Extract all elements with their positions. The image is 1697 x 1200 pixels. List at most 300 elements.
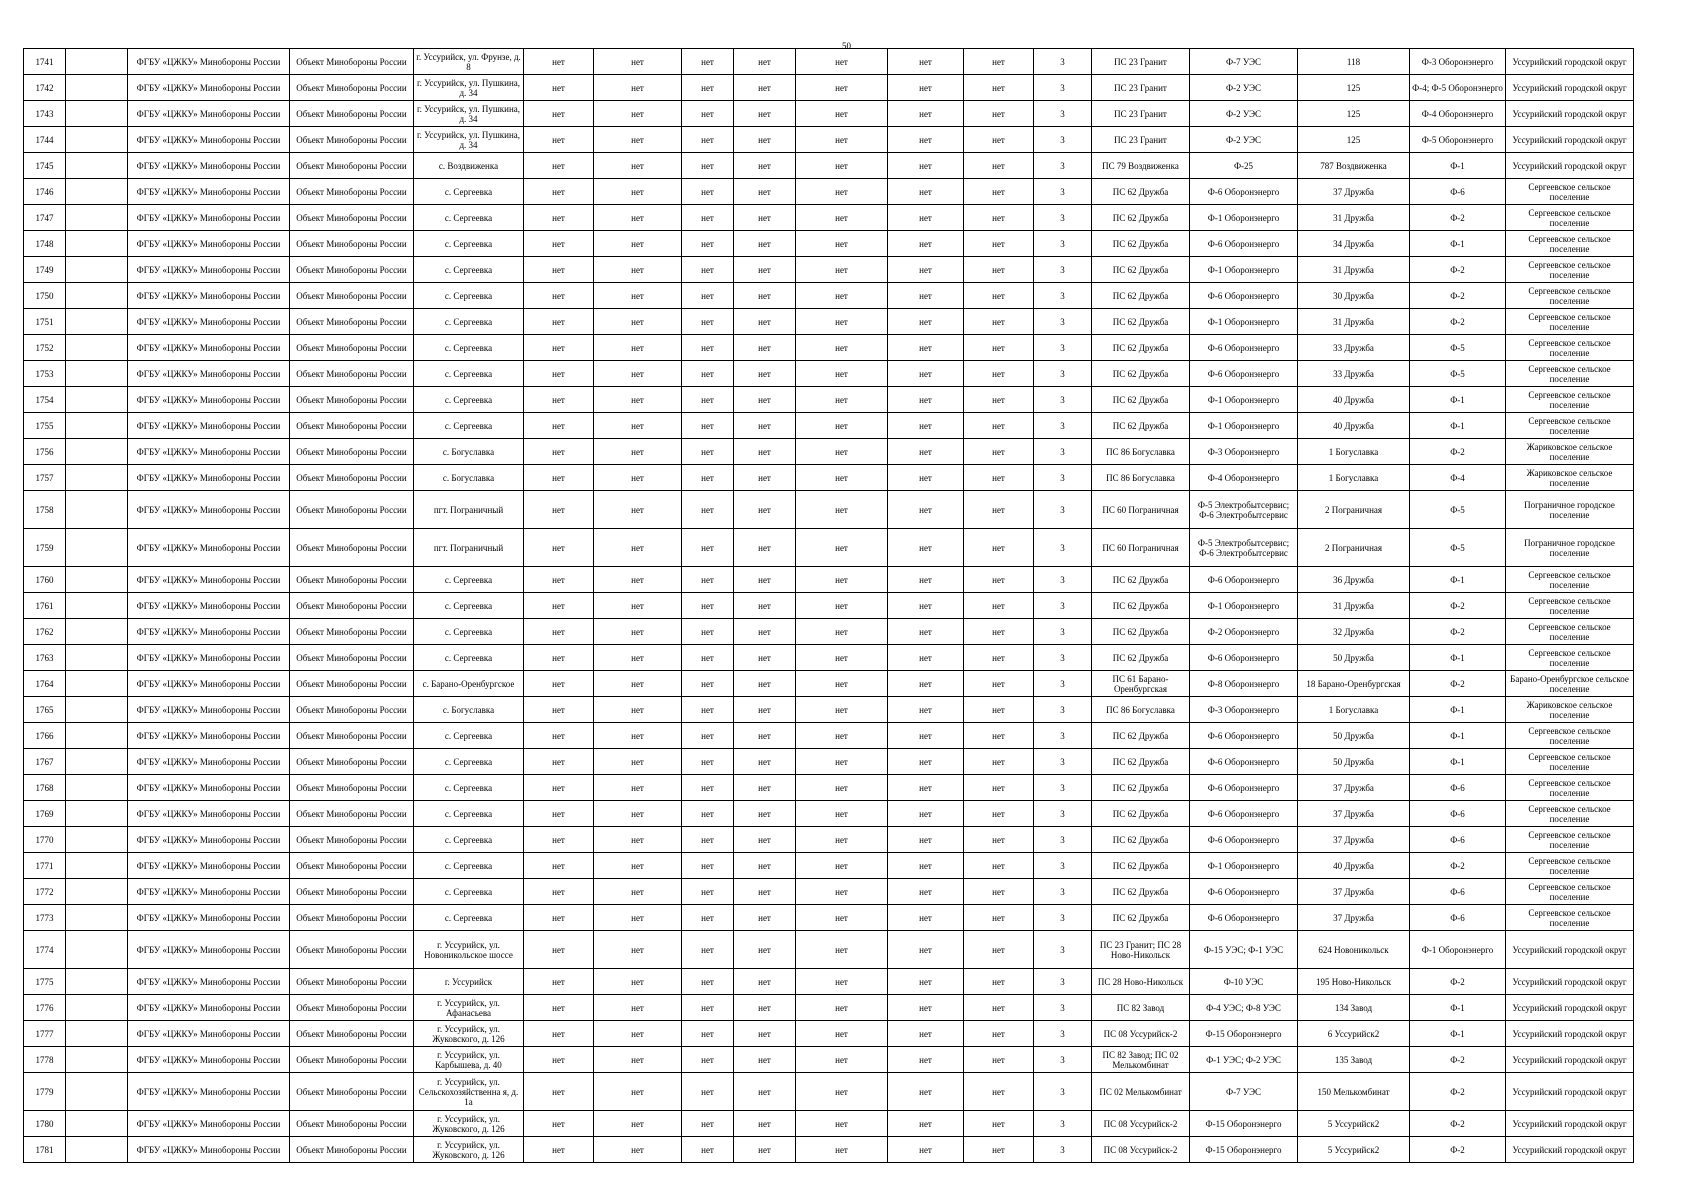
value-cell: нет (888, 1047, 964, 1073)
value-cell: нет (524, 439, 594, 465)
transformer-cell: 125 (1298, 75, 1410, 101)
feeder-04-cell: Ф-6 (1410, 775, 1506, 801)
address-cell: с. Сергеевка (414, 645, 524, 671)
transformer-cell: 195 Ново-Никольск (1298, 969, 1410, 995)
municipality-cell: Сергеевское сельское поселение (1506, 387, 1634, 413)
value-cell: нет (682, 775, 734, 801)
feeder-04-cell: Ф-2 (1410, 1047, 1506, 1073)
value-cell: нет (888, 413, 964, 439)
value-cell: нет (524, 179, 594, 205)
value-cell: нет (888, 101, 964, 127)
address-cell: с. Сергеевка (414, 205, 524, 231)
feeder-cell: Ф-5 Электробытсервис; Ф-6 Электробытсервис (1190, 529, 1298, 567)
address-cell: с. Барано-Оренбургское (414, 671, 524, 697)
value-cell: нет (524, 153, 594, 179)
value-cell: нет (524, 749, 594, 775)
table-row (24, 1021, 1634, 1047)
table-row (24, 593, 1634, 619)
value-cell: нет (964, 827, 1034, 853)
value-cell: нет (734, 257, 796, 283)
value-cell: нет (796, 723, 888, 749)
feeder-04-cell: Ф-4 Оборонэнерго (1410, 101, 1506, 127)
value-cell: нет (682, 1047, 734, 1073)
feeder-cell: Ф-1 Оборонэнерго (1190, 309, 1298, 335)
value-cell: нет (796, 827, 888, 853)
row-number: 1766 (24, 723, 66, 749)
transformer-cell: 5 Уссурийск2 (1298, 1111, 1410, 1137)
transformer-cell: 33 Дружба (1298, 361, 1410, 387)
value-cell: нет (964, 231, 1034, 257)
transformer-cell: 40 Дружба (1298, 387, 1410, 413)
value-cell: нет (734, 723, 796, 749)
value-cell: нет (734, 801, 796, 827)
feeder-04-cell: Ф-1 (1410, 387, 1506, 413)
value-cell: нет (796, 387, 888, 413)
feeder-cell: Ф-1 УЭС; Ф-2 УЭС (1190, 1047, 1298, 1073)
row-number: 1742 (24, 75, 66, 101)
row-number: 1748 (24, 231, 66, 257)
substation-cell: ПС 62 Дружба (1092, 827, 1190, 853)
feeder-cell: Ф-5 Электробытсервис; Ф-6 Электробытсервис (1190, 491, 1298, 529)
value-cell: нет (964, 1137, 1034, 1163)
empty-cell (66, 593, 128, 619)
category-cell: 3 (1034, 619, 1092, 645)
municipality-cell: Сергеевское сельское поселение (1506, 749, 1634, 775)
transformer-cell: 787 Воздвиженка (1298, 153, 1410, 179)
feeder-04-cell: Ф-5 Оборонэнерго (1410, 127, 1506, 153)
object-cell: Объект Минобороны России (290, 309, 414, 335)
table-row (24, 1111, 1634, 1137)
value-cell: нет (964, 723, 1034, 749)
substation-cell: ПС 62 Дружба (1092, 231, 1190, 257)
address-cell: с. Сергеевка (414, 387, 524, 413)
value-cell: нет (524, 969, 594, 995)
empty-cell (66, 1073, 128, 1111)
value-cell: нет (964, 49, 1034, 75)
value-cell: нет (964, 671, 1034, 697)
category-cell: 3 (1034, 205, 1092, 231)
value-cell: нет (964, 775, 1034, 801)
value-cell: нет (888, 645, 964, 671)
value-cell: нет (964, 853, 1034, 879)
value-cell: нет (524, 283, 594, 309)
organization-cell: ФГБУ «ЦЖКУ» Минобороны России (128, 205, 290, 231)
feeder-04-cell: Ф-1 Оборонэнерго (1410, 931, 1506, 969)
value-cell: нет (524, 205, 594, 231)
transformer-cell: 37 Дружба (1298, 905, 1410, 931)
row-number: 1745 (24, 153, 66, 179)
row-number: 1768 (24, 775, 66, 801)
address-cell: с. Богуславка (414, 697, 524, 723)
row-number: 1758 (24, 491, 66, 529)
category-cell: 3 (1034, 801, 1092, 827)
value-cell: нет (964, 1111, 1034, 1137)
feeder-cell: Ф-25 (1190, 153, 1298, 179)
address-cell: с. Сергеевка (414, 619, 524, 645)
value-cell: нет (796, 361, 888, 387)
empty-cell (66, 529, 128, 567)
value-cell: нет (734, 529, 796, 567)
row-number: 1773 (24, 905, 66, 931)
feeder-04-cell: Ф-2 (1410, 593, 1506, 619)
address-cell: г. Уссурийск, ул. Пушкина, д. 34 (414, 75, 524, 101)
transformer-cell: 118 (1298, 49, 1410, 75)
value-cell: нет (964, 413, 1034, 439)
municipality-cell: Жариковское сельское поселение (1506, 697, 1634, 723)
row-number: 1765 (24, 697, 66, 723)
row-number: 1767 (24, 749, 66, 775)
substation-cell: ПС 62 Дружба (1092, 801, 1190, 827)
feeder-cell: Ф-15 Оборонэнерго (1190, 1021, 1298, 1047)
substation-cell: ПС 23 Гранит (1092, 127, 1190, 153)
substation-cell: ПС 62 Дружба (1092, 283, 1190, 309)
feeder-cell: Ф-6 Оборонэнерго (1190, 283, 1298, 309)
feeder-cell: Ф-2 УЭС (1190, 75, 1298, 101)
empty-cell (66, 309, 128, 335)
municipality-cell: Жариковское сельское поселение (1506, 465, 1634, 491)
value-cell: нет (734, 465, 796, 491)
empty-cell (66, 879, 128, 905)
table-row (24, 995, 1634, 1021)
value-cell: нет (888, 387, 964, 413)
value-cell: нет (682, 995, 734, 1021)
value-cell: нет (682, 439, 734, 465)
municipality-cell: Сергеевское сельское поселение (1506, 309, 1634, 335)
value-cell: нет (594, 827, 682, 853)
empty-cell (66, 387, 128, 413)
value-cell: нет (964, 491, 1034, 529)
organization-cell: ФГБУ «ЦЖКУ» Минобороны России (128, 723, 290, 749)
value-cell: нет (524, 995, 594, 1021)
organization-cell: ФГБУ «ЦЖКУ» Минобороны России (128, 801, 290, 827)
category-cell: 3 (1034, 283, 1092, 309)
substation-cell: ПС 62 Дружба (1092, 413, 1190, 439)
transformer-cell: 37 Дружба (1298, 775, 1410, 801)
substation-cell: ПС 62 Дружба (1092, 619, 1190, 645)
value-cell: нет (594, 387, 682, 413)
empty-cell (66, 995, 128, 1021)
municipality-cell: Сергеевское сельское поселение (1506, 775, 1634, 801)
value-cell: нет (734, 827, 796, 853)
value-cell: нет (734, 905, 796, 931)
registry-body (24, 49, 1634, 1163)
empty-cell (66, 931, 128, 969)
table-row (24, 205, 1634, 231)
organization-cell: ФГБУ «ЦЖКУ» Минобороны России (128, 75, 290, 101)
value-cell: нет (888, 567, 964, 593)
value-cell: нет (594, 361, 682, 387)
value-cell: нет (888, 931, 964, 969)
category-cell: 3 (1034, 567, 1092, 593)
feeder-cell: Ф-1 Оборонэнерго (1190, 257, 1298, 283)
transformer-cell: 37 Дружба (1298, 801, 1410, 827)
value-cell: нет (594, 127, 682, 153)
municipality-cell: Сергеевское сельское поселение (1506, 257, 1634, 283)
feeder-cell: Ф-1 Оборонэнерго (1190, 853, 1298, 879)
value-cell: нет (734, 1073, 796, 1111)
municipality-cell: Сергеевское сельское поселение (1506, 413, 1634, 439)
value-cell: нет (682, 645, 734, 671)
address-cell: с. Богуславка (414, 439, 524, 465)
value-cell: нет (734, 969, 796, 995)
category-cell: 3 (1034, 413, 1092, 439)
value-cell: нет (682, 335, 734, 361)
table-row (24, 491, 1634, 529)
feeder-04-cell: Ф-1 (1410, 413, 1506, 439)
category-cell: 3 (1034, 335, 1092, 361)
category-cell: 3 (1034, 697, 1092, 723)
object-cell: Объект Минобороны России (290, 619, 414, 645)
value-cell: нет (734, 619, 796, 645)
row-number: 1774 (24, 931, 66, 969)
empty-cell (66, 619, 128, 645)
substation-cell: ПС 62 Дружба (1092, 361, 1190, 387)
municipality-cell: Уссурийский городской округ (1506, 101, 1634, 127)
table-row (24, 671, 1634, 697)
value-cell: нет (524, 231, 594, 257)
municipality-cell: Уссурийский городской округ (1506, 127, 1634, 153)
substation-cell: ПС 62 Дружба (1092, 257, 1190, 283)
substation-cell: ПС 86 Богуславка (1092, 697, 1190, 723)
substation-cell: ПС 23 Гранит (1092, 75, 1190, 101)
value-cell: нет (964, 749, 1034, 775)
transformer-cell: 37 Дружба (1298, 179, 1410, 205)
value-cell: нет (594, 853, 682, 879)
value-cell: нет (524, 49, 594, 75)
transformer-cell: 1 Богуславка (1298, 465, 1410, 491)
value-cell: нет (888, 671, 964, 697)
object-cell: Объект Минобороны России (290, 413, 414, 439)
feeder-04-cell: Ф-5 (1410, 491, 1506, 529)
row-number: 1750 (24, 283, 66, 309)
empty-cell (66, 671, 128, 697)
organization-cell: ФГБУ «ЦЖКУ» Минобороны России (128, 491, 290, 529)
transformer-cell: 6 Уссурийск2 (1298, 1021, 1410, 1047)
transformer-cell: 40 Дружба (1298, 413, 1410, 439)
value-cell: нет (594, 101, 682, 127)
empty-cell (66, 1111, 128, 1137)
substation-cell: ПС 86 Богуславка (1092, 465, 1190, 491)
feeder-04-cell: Ф-2 (1410, 439, 1506, 465)
feeder-04-cell: Ф-6 (1410, 827, 1506, 853)
substation-cell: ПС 08 Уссурийск-2 (1092, 1137, 1190, 1163)
object-cell: Объект Минобороны России (290, 567, 414, 593)
feeder-04-cell: Ф-1 (1410, 749, 1506, 775)
value-cell: нет (888, 257, 964, 283)
value-cell: нет (796, 905, 888, 931)
table-row (24, 439, 1634, 465)
municipality-cell: Сергеевское сельское поселение (1506, 179, 1634, 205)
substation-cell: ПС 62 Дружба (1092, 567, 1190, 593)
value-cell: нет (888, 335, 964, 361)
value-cell: нет (524, 723, 594, 749)
category-cell: 3 (1034, 1021, 1092, 1047)
transformer-cell: 32 Дружба (1298, 619, 1410, 645)
organization-cell: ФГБУ «ЦЖКУ» Минобороны России (128, 179, 290, 205)
organization-cell: ФГБУ «ЦЖКУ» Минобороны России (128, 1137, 290, 1163)
value-cell: нет (594, 1073, 682, 1111)
category-cell: 3 (1034, 969, 1092, 995)
object-cell: Объект Минобороны России (290, 905, 414, 931)
transformer-cell: 37 Дружба (1298, 879, 1410, 905)
substation-cell: ПС 62 Дружба (1092, 879, 1190, 905)
row-number: 1754 (24, 387, 66, 413)
row-number: 1776 (24, 995, 66, 1021)
value-cell: нет (964, 879, 1034, 905)
value-cell: нет (682, 231, 734, 257)
empty-cell (66, 439, 128, 465)
object-cell: Объект Минобороны России (290, 335, 414, 361)
address-cell: пгт. Пограничный (414, 529, 524, 567)
row-number: 1755 (24, 413, 66, 439)
empty-cell (66, 335, 128, 361)
value-cell: нет (964, 697, 1034, 723)
category-cell: 3 (1034, 995, 1092, 1021)
row-number: 1746 (24, 179, 66, 205)
row-number: 1741 (24, 49, 66, 75)
feeder-04-cell: Ф-2 (1410, 619, 1506, 645)
address-cell: г. Уссурийск, ул. Пушкина, д. 34 (414, 101, 524, 127)
address-cell: с. Сергеевка (414, 257, 524, 283)
municipality-cell: Сергеевское сельское поселение (1506, 231, 1634, 257)
feeder-04-cell: Ф-2 (1410, 283, 1506, 309)
feeder-cell: Ф-6 Оборонэнерго (1190, 905, 1298, 931)
address-cell: г. Уссурийск, ул. Фрунзе, д. 8 (414, 49, 524, 75)
value-cell: нет (964, 995, 1034, 1021)
substation-cell: ПС 62 Дружба (1092, 723, 1190, 749)
organization-cell: ФГБУ «ЦЖКУ» Минобороны России (128, 413, 290, 439)
value-cell: нет (964, 905, 1034, 931)
value-cell: нет (524, 387, 594, 413)
value-cell: нет (594, 491, 682, 529)
municipality-cell: Сергеевское сельское поселение (1506, 853, 1634, 879)
substation-cell: ПС 23 Гранит (1092, 49, 1190, 75)
value-cell: нет (964, 387, 1034, 413)
municipality-cell: Сергеевское сельское поселение (1506, 283, 1634, 309)
value-cell: нет (964, 439, 1034, 465)
value-cell: нет (594, 931, 682, 969)
table-row (24, 931, 1634, 969)
feeder-04-cell: Ф-1 (1410, 1021, 1506, 1047)
value-cell: нет (524, 567, 594, 593)
row-number: 1753 (24, 361, 66, 387)
transformer-cell: 36 Дружба (1298, 567, 1410, 593)
feeder-04-cell: Ф-1 (1410, 231, 1506, 257)
value-cell: нет (888, 283, 964, 309)
category-cell: 3 (1034, 1137, 1092, 1163)
table-row (24, 465, 1634, 491)
table-row (24, 309, 1634, 335)
address-cell: с. Сергеевка (414, 853, 524, 879)
value-cell: нет (734, 775, 796, 801)
row-number: 1780 (24, 1111, 66, 1137)
feeder-04-cell: Ф-2 (1410, 257, 1506, 283)
empty-cell (66, 827, 128, 853)
value-cell: нет (524, 879, 594, 905)
organization-cell: ФГБУ «ЦЖКУ» Минобороны России (128, 905, 290, 931)
feeder-cell: Ф-6 Оборонэнерго (1190, 179, 1298, 205)
table-row (24, 969, 1634, 995)
value-cell: нет (682, 853, 734, 879)
value-cell: нет (796, 775, 888, 801)
object-cell: Объект Минобороны России (290, 465, 414, 491)
table-row (24, 879, 1634, 905)
value-cell: нет (682, 283, 734, 309)
category-cell: 3 (1034, 931, 1092, 969)
value-cell: нет (682, 801, 734, 827)
value-cell: нет (682, 1137, 734, 1163)
object-cell: Объект Минобороны России (290, 931, 414, 969)
row-number: 1764 (24, 671, 66, 697)
municipality-cell: Сергеевское сельское поселение (1506, 335, 1634, 361)
row-number: 1749 (24, 257, 66, 283)
value-cell: нет (524, 905, 594, 931)
feeder-cell: Ф-3 Оборонэнерго (1190, 439, 1298, 465)
category-cell: 3 (1034, 749, 1092, 775)
value-cell: нет (888, 153, 964, 179)
empty-cell (66, 231, 128, 257)
value-cell: нет (594, 671, 682, 697)
municipality-cell: Уссурийский городской округ (1506, 1047, 1634, 1073)
category-cell: 3 (1034, 491, 1092, 529)
category-cell: 3 (1034, 1111, 1092, 1137)
transformer-cell: 135 Завод (1298, 1047, 1410, 1073)
value-cell: нет (594, 75, 682, 101)
value-cell: нет (888, 231, 964, 257)
value-cell: нет (734, 931, 796, 969)
value-cell: нет (796, 593, 888, 619)
feeder-04-cell: Ф-5 (1410, 361, 1506, 387)
transformer-cell: 1 Богуславка (1298, 697, 1410, 723)
substation-cell: ПС 62 Дружба (1092, 905, 1190, 931)
value-cell: нет (682, 697, 734, 723)
organization-cell: ФГБУ «ЦЖКУ» Минобороны России (128, 931, 290, 969)
address-cell: с. Сергеевка (414, 723, 524, 749)
table-row (24, 801, 1634, 827)
address-cell: с. Сергеевка (414, 567, 524, 593)
value-cell: нет (682, 1111, 734, 1137)
category-cell: 3 (1034, 179, 1092, 205)
empty-cell (66, 1137, 128, 1163)
value-cell: нет (888, 1073, 964, 1111)
category-cell: 3 (1034, 231, 1092, 257)
organization-cell: ФГБУ «ЦЖКУ» Минобороны России (128, 593, 290, 619)
value-cell: нет (734, 75, 796, 101)
value-cell: нет (964, 567, 1034, 593)
object-cell: Объект Минобороны России (290, 205, 414, 231)
organization-cell: ФГБУ «ЦЖКУ» Минобороны России (128, 645, 290, 671)
organization-cell: ФГБУ «ЦЖКУ» Минобороны России (128, 775, 290, 801)
substation-cell: ПС 60 Пограничная (1092, 529, 1190, 567)
empty-cell (66, 697, 128, 723)
object-cell: Объект Минобороны России (290, 75, 414, 101)
feeder-cell: Ф-4 УЭС; Ф-8 УЭС (1190, 995, 1298, 1021)
transformer-cell: 125 (1298, 127, 1410, 153)
feeder-04-cell: Ф-1 (1410, 153, 1506, 179)
value-cell: нет (796, 619, 888, 645)
address-cell: г. Уссурийск, ул. Жуковского, д. 126 (414, 1137, 524, 1163)
value-cell: нет (594, 1137, 682, 1163)
empty-cell (66, 1047, 128, 1073)
value-cell: нет (594, 257, 682, 283)
municipality-cell: Сергеевское сельское поселение (1506, 723, 1634, 749)
value-cell: нет (682, 827, 734, 853)
value-cell: нет (594, 529, 682, 567)
feeder-04-cell: Ф-4 (1410, 465, 1506, 491)
municipality-cell: Уссурийский городской округ (1506, 931, 1634, 969)
transformer-cell: 37 Дружба (1298, 827, 1410, 853)
value-cell: нет (734, 879, 796, 905)
